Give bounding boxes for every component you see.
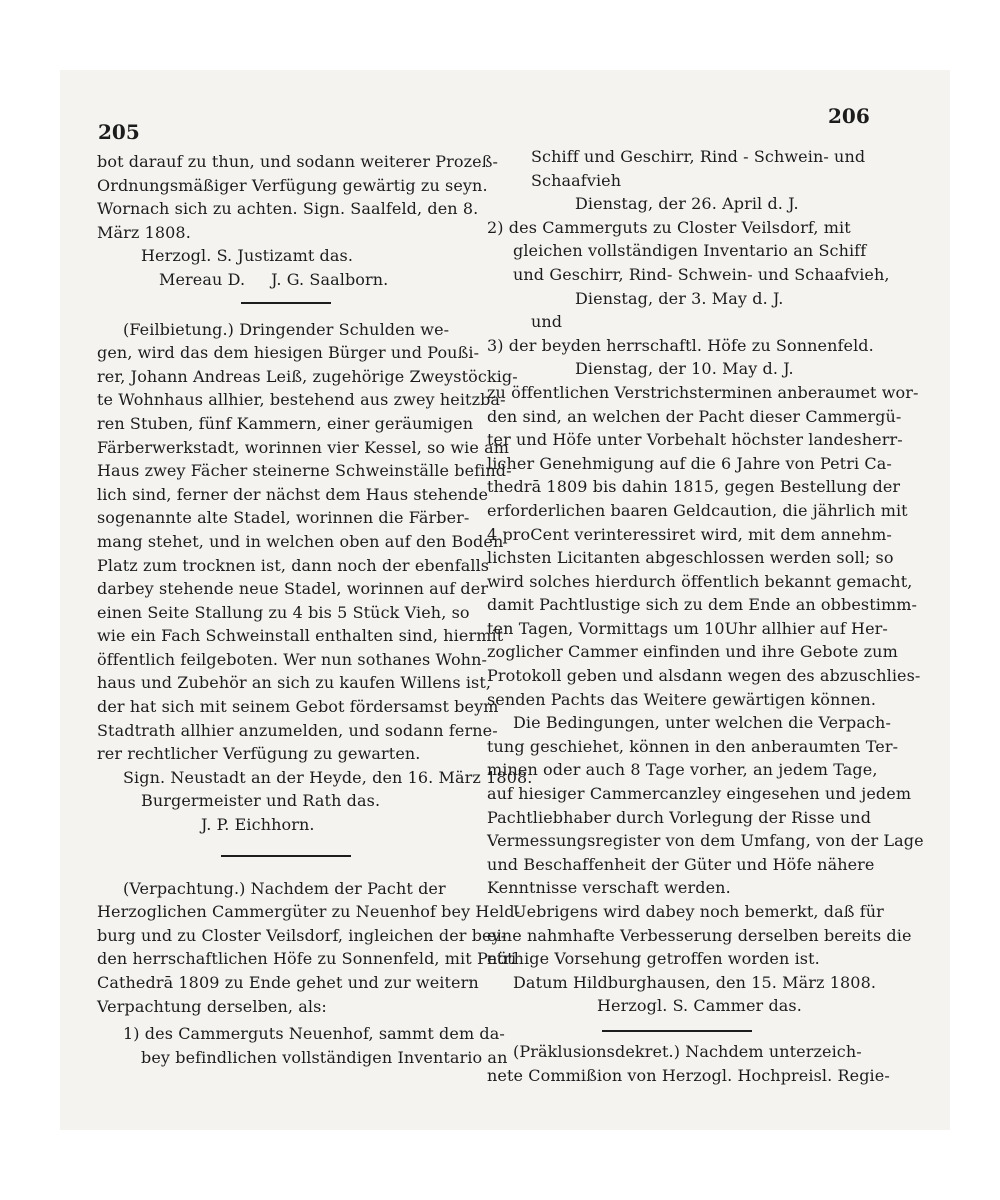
text-line: Schiff und Geschirr, Rind - Schwein- und xyxy=(531,147,866,166)
text-line: erforderlichen baaren Geldcaution, die jährlich mit xyxy=(487,500,908,520)
text-line: 3) der beyden herrschaftl. Höfe zu Sonnenfeld. xyxy=(487,335,874,355)
text-line: 2) des Cammerguts zu Closter Veilsdorf, mit xyxy=(487,217,851,237)
verpachtung-paragraph xyxy=(97,877,521,1019)
signature-office: Herzogl. S. Justizamt das. xyxy=(141,246,354,266)
conditions-paragraph xyxy=(487,711,924,900)
signature-place-date: Datum Hildburghausen, den 15. März 1808. xyxy=(513,972,877,992)
text-line: bey befindlichen vollständigen Inventario an xyxy=(141,1047,508,1067)
text-line: 1) des Cammerguts Neuenhof, sammt dem da- xyxy=(123,1024,505,1044)
text-line: gen, wird das dem hiesigen Bürger und Poußi- xyxy=(97,343,480,363)
left-column xyxy=(97,150,533,1069)
text-line: Uebrigens wird dabey noch bemerkt, daß für xyxy=(513,902,884,921)
text-line: und xyxy=(531,312,563,332)
text-line: der hat sich mit seinem Gebot fördersamst beym xyxy=(97,697,499,717)
text-line: den sind, an welchen der Pacht dieser Cammergü- xyxy=(487,406,902,426)
signature-names: Mereau D. J. G. Saalborn. xyxy=(159,269,389,289)
text-line: tung geschiehet, können in den anberaumten Ter- xyxy=(487,736,899,756)
text-line: Ordnungsmäßiger Verfügung gewärtig zu seyn. xyxy=(97,175,488,195)
text-line: auf hiesiger Cammercanzley eingesehen und jedem xyxy=(487,784,912,804)
text-line: licher Genehmigung auf die 6 Jahre von Petri Ca- xyxy=(487,453,892,473)
verpachtung-terms-paragraph xyxy=(487,381,921,711)
text-line: Färberwerkstadt, worinnen vier Kessel, so wie am xyxy=(97,437,509,457)
signature-office: Herzogl. S. Cammer das. xyxy=(597,996,802,1016)
text-line: Kenntnisse verschaft werden. xyxy=(487,878,731,898)
signature-office: Burgermeister und Rath das. xyxy=(141,791,381,811)
text-line: lichsten Licitanten abgeschlossen werden soll; so xyxy=(487,548,894,568)
text-line: (Feilbietung.) Dringender Schulden we- xyxy=(123,319,450,339)
text-line: März 1808. xyxy=(97,222,191,242)
text-line: Verpachtung derselben, als: xyxy=(97,996,327,1016)
date-line: Dienstag, der 3. May d. J. xyxy=(575,288,784,308)
text-line: Schaafvieh xyxy=(531,170,622,190)
text-line: Herzoglichen Cammergüter zu Neuenhof bey Held- xyxy=(97,902,521,922)
text-line: zu öffentlichen Verstrichsterminen anberaumet wor- xyxy=(487,382,919,402)
text-line: burg und zu Closter Veilsdorf, ingleichen der bey- xyxy=(97,925,507,945)
text-line: zoglicher Cammer einfinden und ihre Gebote zum xyxy=(487,642,898,662)
text-line: einen Seite Stallung zu 4 bis 5 Stück Vieh, so xyxy=(97,602,470,622)
text-line: Stadtrath allhier anzumelden, und sodann ferne- xyxy=(97,720,498,740)
text-line: rer rechtlicher Verfügung zu gewarten. xyxy=(97,744,421,764)
feilbietung-paragraph xyxy=(97,318,518,766)
text-line: thedrā 1809 bis dahin 1815, gegen Bestellung der xyxy=(487,477,901,497)
praeklusion-paragraph xyxy=(487,1040,890,1087)
text-line: bot darauf zu thun, und sodann weiterer Prozeß- xyxy=(97,152,499,171)
text-line: gleichen vollständigen Inventario an Schiff xyxy=(513,241,867,261)
text-line: Platz zum trocknen ist, dann noch der ebenfalls xyxy=(97,555,490,575)
continuation-paragraph xyxy=(97,150,499,244)
text-line: Vermessungsregister von dem Umfang, von der Lage xyxy=(487,831,924,851)
right-column xyxy=(487,145,924,1087)
text-line: Wornach sich zu achten. Sign. Saalfeld, den 8. xyxy=(97,199,479,219)
text-line: senden Pachts das Weitere gewärtigen können. xyxy=(487,689,877,709)
text-line: ren Stuben, fünf Kammern, einer geräumigen xyxy=(97,413,474,433)
page-number-left: 205 xyxy=(98,120,140,144)
text-line: (Verpachtung.) Nachdem der Pacht der xyxy=(123,878,446,898)
page-number-right: 206 xyxy=(828,104,870,128)
text-line: Die Bedingungen, unter welchen die Verpach- xyxy=(513,713,891,733)
text-line: te Wohnhaus allhier, bestehend aus zwey heitzba- xyxy=(97,390,506,410)
text-line: wie ein Fach Schweinstall enthalten sind, hiermit xyxy=(97,626,504,646)
section-divider xyxy=(241,302,331,304)
date-line: Dienstag, der 26. April d. J. xyxy=(575,194,799,214)
text-line: ter und Höfe unter Vorbehalt höchster landesherr- xyxy=(487,430,903,450)
text-line: damit Pachtlustige sich zu dem Ende an obbestimm- xyxy=(487,595,918,615)
section-divider xyxy=(221,855,351,857)
signature-place-date: Sign. Neustadt an der Heyde, den 16. März 1808. xyxy=(123,767,533,787)
text-line: Haus zwey Fächer steinerne Schweinställe befind- xyxy=(97,461,512,481)
text-line: darbey stehende neue Stadel, worinnen auf der xyxy=(97,579,489,599)
text-line: und Beschaffenheit der Güter und Höfe nähere xyxy=(487,854,875,874)
text-line: 4 proCent verinteressiret wird, mit dem annehm- xyxy=(487,524,892,544)
text-line: öffentlich feilgeboten. Wer nun sothanes Wohn- xyxy=(97,649,487,669)
note-paragraph xyxy=(487,900,912,971)
text-line: sogenannte alte Stadel, worinnen die Färber- xyxy=(97,508,470,528)
text-line: den herrschaftlichen Höfe zu Sonnenfeld, mit Petri xyxy=(97,949,517,969)
text-line: ten Tagen, Vormittags um 10Uhr allhier auf Her- xyxy=(487,618,888,638)
text-line: lich sind, ferner der nächst dem Haus stehende xyxy=(97,484,489,504)
signature-name: J. P. Eichhorn. xyxy=(201,815,315,835)
date-line: Dienstag, der 10. May d. J. xyxy=(575,359,794,379)
text-line: (Präklusionsdekret.) Nachdem unterzeich- xyxy=(513,1041,862,1061)
text-line: Protokoll geben und alsdann wegen des abzuschlies- xyxy=(487,666,921,686)
section-divider xyxy=(602,1030,752,1032)
text-line: Cathedrā 1809 zu Ende gehet und zur weitern xyxy=(97,973,479,992)
text-line: mang stehet, und in welchen oben auf den Boden xyxy=(97,531,504,551)
text-line: nete Commißion von Herzogl. Hochpreisl. Regie- xyxy=(487,1065,890,1085)
list-item-1 xyxy=(97,1022,508,1069)
text-line: haus und Zubehör an sich zu kaufen Willens ist, xyxy=(97,673,492,693)
text-line: minen oder auch 8 Tage vorher, an jedem Tage, xyxy=(487,760,878,780)
text-line: wird solches hierdurch öffentlich bekannt gemacht, xyxy=(487,571,913,591)
text-line: rer, Johann Andreas Leiß, zugehörige Zweystöckig- xyxy=(97,366,518,386)
text-line: eine nahmhafte Verbesserung derselben bereits die xyxy=(487,925,912,945)
text-line: und Geschirr, Rind- Schwein- und Schaafvieh, xyxy=(513,264,890,284)
text-line: nöthige Vorsehung getroffen worden ist. xyxy=(487,949,820,969)
text-line: Pachtliebhaber durch Vorlegung der Risse und xyxy=(487,807,872,827)
